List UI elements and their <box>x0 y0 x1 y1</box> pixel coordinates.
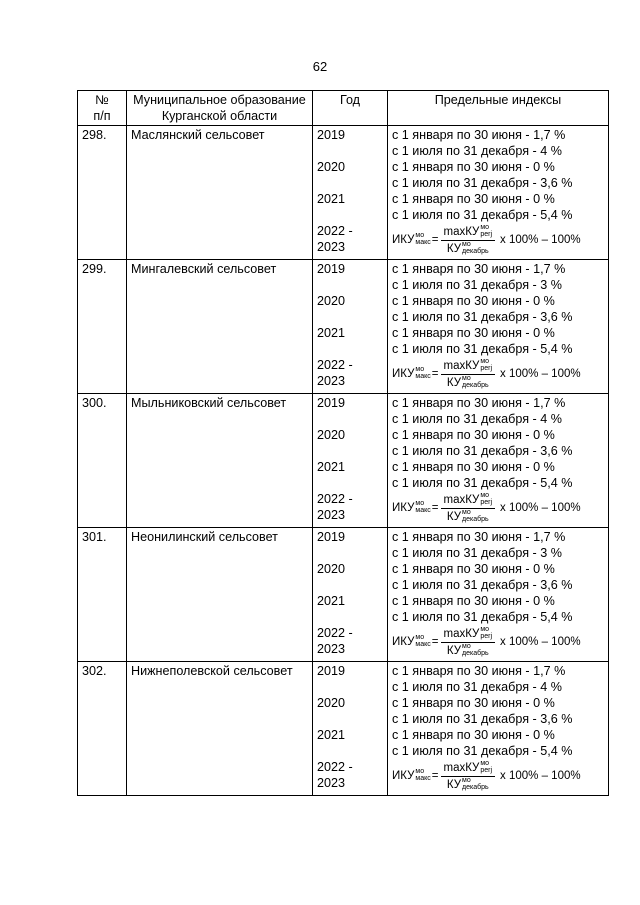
row-years <box>313 394 388 528</box>
year-2021: 2021 <box>317 594 346 608</box>
municipality-name: Мыльниковский сельсовет <box>131 396 287 410</box>
header-municipality: Муниципальное образование Курганской области <box>127 91 313 126</box>
index-formula <box>392 491 605 525</box>
year-2020: 2020 <box>317 562 346 576</box>
formula-lhs: ИКУ <box>392 636 415 648</box>
municipality-name: Мингалевский сельсовет <box>131 262 277 276</box>
formula-equals: = <box>431 234 439 246</box>
formula-num-sup: мо <box>480 357 490 365</box>
row-number-text: 301. <box>82 530 107 544</box>
year-2020: 2020 <box>317 294 346 308</box>
row-municipality <box>127 528 313 662</box>
year-2020: 2020 <box>317 696 346 710</box>
row-years <box>313 662 388 796</box>
index-line: с 1 июля по 31 декабря - 3,6 % <box>392 712 573 726</box>
formula-equals: = <box>431 502 439 514</box>
header-number: № п/п <box>78 91 127 126</box>
formula-lhs: ИКУ <box>392 368 415 380</box>
index-line: с 1 января по 30 июня - 0 % <box>392 160 555 174</box>
formula-num-sup: мо <box>480 491 490 499</box>
index-line: с 1 января по 30 июня - 0 % <box>392 428 555 442</box>
index-line: с 1 января по 30 июня - 0 % <box>392 594 555 608</box>
year-2019: 2019 <box>317 530 346 544</box>
formula-den-sup: мо <box>462 508 471 516</box>
formula-den-sub: декабрь <box>462 381 489 389</box>
index-line: с 1 января по 30 июня - 1,7 % <box>392 530 566 544</box>
row-indices <box>388 528 609 662</box>
formula-denominator: КУ <box>446 644 461 657</box>
formula-fraction <box>441 760 495 793</box>
index-line: с 1 января по 30 июня - 1,7 % <box>392 396 566 410</box>
formula-denominator: КУ <box>446 242 461 255</box>
table-row <box>78 662 609 796</box>
formula-num-sup: мо <box>480 223 490 231</box>
row-number <box>78 260 127 394</box>
formula-lhs-sub: макс <box>415 239 431 246</box>
formula-den-sup: мо <box>462 240 471 248</box>
year-2022: 2022 - <box>317 626 353 640</box>
row-years <box>313 528 388 662</box>
row-years <box>313 126 388 260</box>
table-row <box>78 394 609 528</box>
index-line: с 1 июля по 31 декабря - 3 % <box>392 278 562 292</box>
formula-lhs: ИКУ <box>392 502 415 514</box>
year-2021: 2021 <box>317 326 346 340</box>
row-years <box>313 260 388 394</box>
year-2020: 2020 <box>317 428 346 442</box>
header-indices: Предельные индексы <box>388 91 609 126</box>
formula-num-sub: perj <box>480 766 493 774</box>
formula-den-sub: декабрь <box>462 247 489 255</box>
index-formula <box>392 357 605 391</box>
index-line: с 1 июля по 31 декабря - 4 % <box>392 680 562 694</box>
formula-lhs-sup: мо <box>415 500 425 507</box>
index-line: с 1 января по 30 июня - 1,7 % <box>392 262 566 276</box>
index-line: с 1 июля по 31 декабря - 3,6 % <box>392 444 573 458</box>
formula-fraction <box>441 358 495 391</box>
index-line: с 1 июля по 31 декабря - 4 % <box>392 412 562 426</box>
formula-den-sub: декабрь <box>462 649 489 657</box>
row-municipality <box>127 394 313 528</box>
formula-fraction <box>441 224 495 257</box>
row-number-text: 302. <box>82 664 107 678</box>
index-line: с 1 января по 30 июня - 0 % <box>392 192 555 206</box>
formula-lhs-sup: мо <box>415 634 425 641</box>
row-number-text: 300. <box>82 396 107 410</box>
formula-equals: = <box>431 368 439 380</box>
index-line: с 1 января по 30 июня - 0 % <box>392 696 555 710</box>
formula-num-sup: мо <box>480 759 490 767</box>
tariff-index-table <box>77 90 609 796</box>
formula-denominator: КУ <box>446 778 461 791</box>
municipality-name: Маслянский сельсовет <box>131 128 265 142</box>
year-2022: 2022 - <box>317 760 353 774</box>
year-2019: 2019 <box>317 128 346 142</box>
year-2023: 2023 <box>317 508 346 522</box>
index-formula <box>392 223 605 257</box>
year-2019: 2019 <box>317 664 346 678</box>
index-line: с 1 июля по 31 декабря - 4 % <box>392 144 562 158</box>
row-number <box>78 662 127 796</box>
formula-denominator: КУ <box>446 376 461 389</box>
page-number: 62 <box>312 59 328 74</box>
row-number <box>78 528 127 662</box>
formula-den-sub: декабрь <box>462 515 489 523</box>
formula-num-sub: perj <box>480 498 493 506</box>
year-2021: 2021 <box>317 192 346 206</box>
formula-lhs-sub: макс <box>415 507 431 514</box>
row-number-text: 299. <box>82 262 107 276</box>
formula-lhs-sup: мо <box>415 366 425 373</box>
index-line: с 1 июля по 31 декабря - 3 % <box>392 546 562 560</box>
formula-lhs-sub: макс <box>415 373 431 380</box>
formula-den-sub: декабрь <box>462 783 489 791</box>
formula-numerator: maxКУ <box>443 493 480 506</box>
year-2019: 2019 <box>317 396 346 410</box>
year-2019: 2019 <box>317 262 346 276</box>
index-line: с 1 июля по 31 декабря - 3,6 % <box>392 176 573 190</box>
year-2023: 2023 <box>317 240 346 254</box>
formula-rest: x 100% – 100% <box>500 770 581 782</box>
row-indices <box>388 662 609 796</box>
formula-fraction <box>441 492 495 525</box>
formula-fraction <box>441 626 495 659</box>
index-line: с 1 июля по 31 декабря - 3,6 % <box>392 310 573 324</box>
index-formula <box>392 625 605 659</box>
row-number-text: 298. <box>82 128 107 142</box>
formula-rest: x 100% – 100% <box>500 636 581 648</box>
year-2023: 2023 <box>317 642 346 656</box>
index-line: с 1 января по 30 июня - 0 % <box>392 294 555 308</box>
row-number <box>78 394 127 528</box>
row-municipality <box>127 260 313 394</box>
row-municipality <box>127 662 313 796</box>
index-line: с 1 июля по 31 декабря - 5,4 % <box>392 342 573 356</box>
year-2023: 2023 <box>317 776 346 790</box>
formula-numerator: maxКУ <box>443 359 480 372</box>
year-2021: 2021 <box>317 728 346 742</box>
year-2022: 2022 - <box>317 224 353 238</box>
index-formula <box>392 759 605 793</box>
index-line: с 1 июля по 31 декабря - 5,4 % <box>392 208 573 222</box>
row-indices <box>388 394 609 528</box>
formula-rest: x 100% – 100% <box>500 234 581 246</box>
municipality-name: Неонилинский сельсовет <box>131 530 278 544</box>
formula-num-sub: perj <box>480 364 493 372</box>
year-2022: 2022 - <box>317 492 353 506</box>
index-line: с 1 июля по 31 декабря - 5,4 % <box>392 476 573 490</box>
formula-den-sup: мо <box>462 642 471 650</box>
formula-numerator: maxКУ <box>443 627 480 640</box>
index-line: с 1 января по 30 июня - 0 % <box>392 728 555 742</box>
year-2021: 2021 <box>317 460 346 474</box>
index-line: с 1 января по 30 июня - 1,7 % <box>392 128 566 142</box>
header-year: Год <box>313 91 388 126</box>
formula-lhs: ИКУ <box>392 770 415 782</box>
index-line: с 1 июля по 31 декабря - 3,6 % <box>392 578 573 592</box>
formula-numerator: maxКУ <box>443 761 480 774</box>
formula-rest: x 100% – 100% <box>500 502 581 514</box>
row-municipality <box>127 126 313 260</box>
row-indices <box>388 260 609 394</box>
table-row <box>78 528 609 662</box>
municipality-name: Нижнеполевской сельсовет <box>131 664 293 678</box>
formula-num-sup: мо <box>480 625 490 633</box>
index-line: с 1 января по 30 июня - 1,7 % <box>392 664 566 678</box>
formula-numerator: maxКУ <box>443 225 480 238</box>
formula-num-sub: perj <box>480 632 493 640</box>
formula-lhs-sub: макс <box>415 775 431 782</box>
formula-lhs-sub: макс <box>415 641 431 648</box>
formula-denominator: КУ <box>446 510 461 523</box>
year-2020: 2020 <box>317 160 346 174</box>
formula-equals: = <box>431 770 439 782</box>
formula-lhs: ИКУ <box>392 234 415 246</box>
index-line: с 1 января по 30 июня - 0 % <box>392 326 555 340</box>
row-number <box>78 126 127 260</box>
formula-den-sup: мо <box>462 776 471 784</box>
formula-rest: x 100% – 100% <box>500 368 581 380</box>
year-2022: 2022 - <box>317 358 353 372</box>
row-indices <box>388 126 609 260</box>
formula-num-sub: perj <box>480 230 493 238</box>
formula-lhs-sup: мо <box>415 232 425 239</box>
formula-lhs-sup: мо <box>415 768 425 775</box>
index-line: с 1 января по 30 июня - 0 % <box>392 460 555 474</box>
index-line: с 1 июля по 31 декабря - 5,4 % <box>392 744 573 758</box>
year-2023: 2023 <box>317 374 346 388</box>
table-row <box>78 260 609 394</box>
table-row <box>78 126 609 260</box>
formula-den-sup: мо <box>462 374 471 382</box>
table-header-row <box>78 91 609 126</box>
index-line: с 1 января по 30 июня - 0 % <box>392 562 555 576</box>
index-line: с 1 июля по 31 декабря - 5,4 % <box>392 610 573 624</box>
formula-equals: = <box>431 636 439 648</box>
